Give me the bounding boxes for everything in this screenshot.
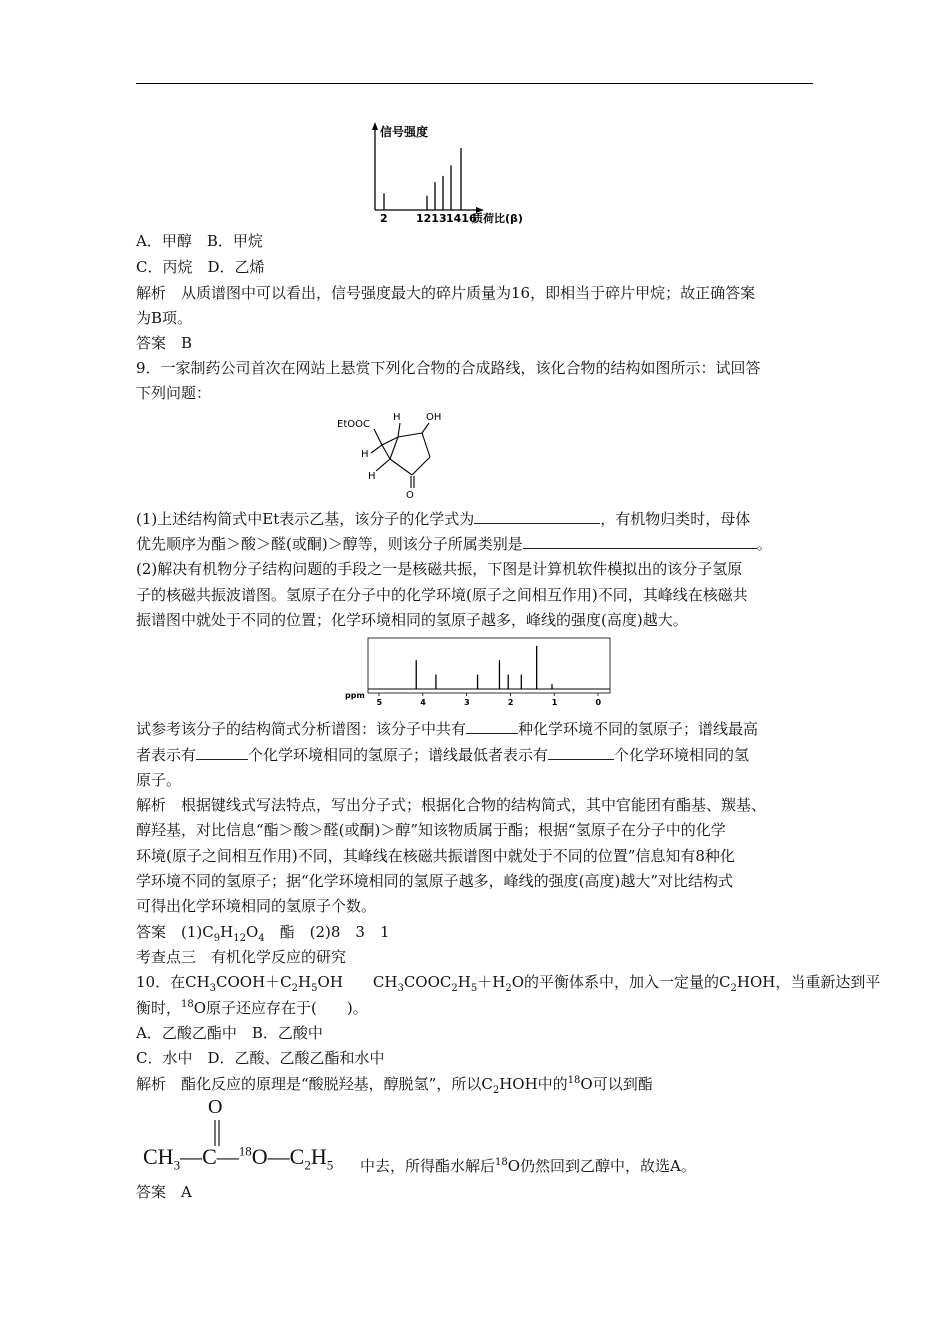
nmr-tick-label-2: 2 [507,698,514,707]
q10-a5: O仍然回到乙醇中，故选A。 [507,1157,696,1175]
q10-t10: 衡时， [136,999,182,1017]
category-blank[interactable] [523,532,757,549]
q9-answer-prefix: 答案 (1)C [136,923,214,941]
q8-analysis-2: 为B项。 [136,309,193,327]
lowest-peak-blank[interactable] [548,743,614,760]
header-rule [136,83,813,84]
ms-tick-1213: 1213 [416,212,447,225]
nmr-tick-label-1: 1 [551,698,558,707]
formula-bond-3: — [267,1144,290,1169]
q8-answer: 答案 B [136,334,193,352]
formula-main-chain [143,1143,334,1173]
section3-title: 考查点三 有机化学反应的研究 [136,948,347,966]
q10-s6: 5 [470,983,478,994]
q10-s8: 2 [730,983,737,994]
q9-analysis-3: 环境(原子之间相互作用)不同，其峰线在核磁共振谱图中就处于不同的位置”信息知有8种化 [136,847,735,865]
formula-blank[interactable] [474,507,600,524]
q10-s7: 2 [505,983,512,994]
nmr-tick-label-4: 4 [420,698,426,707]
q8-options-2: C．丙烷 D．乙烯 [136,258,265,276]
formula-ch3-sub: 3 [173,1157,181,1173]
structure-oh: OH [426,412,442,423]
formula-h5-sub: 5 [326,1157,334,1173]
q9-analysis-2: 醇羟基，对比信息“酯＞酸＞醛(或酮)＞醇”知该物质属于酯；根据“氢原子在分子中的化学 [136,821,726,839]
q9-analysis-5: 可得出化学环境相同的氢原子个数。 [136,897,377,915]
sub-9: 9 [213,933,221,944]
q10-stem-2 [136,996,816,1020]
q9-p1-line2 [136,532,816,556]
q10-t6: H [457,973,471,991]
structure-h-left1: H [361,449,369,460]
ms-y-label: 信号强度 [380,125,429,139]
q10-options-2: C．水中 D．乙酸、乙酸乙酯和水中 [136,1049,385,1067]
q8-options-1: A．甲醇 B．甲烷 [136,232,263,250]
nmr-peaks [416,646,552,689]
q9-answer [136,920,816,944]
q10-a3: O可以到酯 [580,1075,653,1093]
ms-tick-2: 2 [380,212,388,225]
q9-p1-line1 [136,507,816,531]
structure-etooc: EtOOC [337,419,370,430]
q10-s4: 3 [397,983,404,994]
nmr-tick-label-5: 5 [376,698,383,707]
ester-structural-formula [143,1096,373,1176]
q9-analysis-1: 解析 根据键线式写法特点，写出分子式；根据化合物的结构简式，其中官能团有酯基、羰基、 [136,796,767,814]
formula-isotope: 18 [238,1143,252,1159]
q10-t4: OH CH [317,973,398,991]
q10-asub: 2 [492,1085,500,1096]
formula-c2: C [289,1144,305,1169]
formula-h5: H [310,1144,327,1169]
q10-asup: 18 [567,1075,581,1086]
q10-a4: 中去，所得酯水解后 [360,1157,496,1175]
ms-bars [384,148,461,210]
q10-s3: 5 [311,983,318,994]
mass-spectrum-chart [360,118,550,226]
structure-o-bottom: O [406,490,414,500]
q10-options-1: A．乙酸乙酯中 B．乙酸中 [136,1024,323,1042]
formula-bond-1: — [180,1144,203,1169]
q10-analysis-1 [136,1072,816,1096]
h-env-count-blank[interactable] [466,717,518,734]
nmr-tick-labels [377,698,602,707]
q9-p2-line1: (2)解决有机物分子结构问题的手段之一是核磁共振，下图是计算机软件模拟出的该分子氢原 [136,560,743,578]
q9-p2-line2: 子的核磁共振波谱图。氢原子在分子中的化学环境(原子之间相互作用)不同，其峰线在核磁共 [136,586,748,604]
q10-s5: 2 [451,983,458,994]
q9-p3-line1 [136,717,816,741]
q9-p1-text-a: (1)上述结构简式中Et表示乙基，该分子的化学式为 [136,510,475,528]
q9-analysis-4: 学环境不同的氢原子；据“化学环境相同的氢原子越多，峰线的强度(高度)越大”对比结构式 [136,872,734,890]
ms-y-arrow [372,122,378,130]
q10-t2: COOH＋C [216,973,292,991]
q9-p3-text-b: 种化学环境不同的氢原子；谱线最高 [518,720,759,738]
q10-a1: 解析 酯化反应的原理是“酸脱羟基，醇脱氢”，所以C [136,1075,493,1093]
nmr-tick-label-0: 0 [595,698,602,707]
q10-a2: HOH中的 [499,1075,568,1093]
structure-bonds [371,423,430,488]
structure-h-top: H [393,412,401,423]
nmr-ppm-label: ppm [345,691,365,700]
q10-t1: 10．在CH [136,973,210,991]
q9-answer-rest: 酯 (2)8 3 1 [264,923,390,941]
formula-bond-2: — [216,1144,239,1169]
nmr-ticks [379,693,598,696]
q10-t3: H [298,973,312,991]
nmr-tick-label-3: 3 [464,698,470,707]
q9-p3-text-a: 试参考该分子的结构简式分析谱图：该分子中共有 [136,720,467,738]
sub-4: 4 [258,933,265,944]
formula-ch: CH [143,1144,174,1169]
q10-stem-1 [136,970,881,994]
nmr-spectrum-chart [342,636,612,708]
q9-p1-text-b: ，有机物归类时，母体 [600,510,751,528]
q9-answer-o: O [245,923,259,941]
q10-sup1: 18 [181,999,194,1010]
q10-analysis-2 [360,1154,820,1178]
q9-answer-h: H [220,923,234,941]
q9-structure-diagram [334,405,464,500]
q10-t11: O原子还应存在于( )。 [193,999,368,1017]
q10-t7: ＋H [477,973,506,991]
formula-c2-sub: 2 [304,1157,311,1173]
q8-analysis-1: 解析 从质谱图中可以看出，信号强度最大的碎片质量为16，即相当于碎片甲烷；故正确答案 [136,284,756,302]
highest-peak-blank[interactable] [196,743,248,760]
q9-p3-text-c: 者表示有 [136,746,197,764]
q10-s2: 2 [291,983,299,994]
ms-tick-1416: 1416 [446,212,477,225]
q10-answer: 答案 A [136,1183,192,1201]
q9-p3-text-d: 个化学环境相同的氢原子；谱线最低者表示有 [248,746,549,764]
formula-o-top: O [208,1096,223,1118]
q10-t8: O的平衡体系中，加入一定量的C [511,973,731,991]
q10-asup2: 18 [495,1157,508,1168]
ms-x-label: 质荷比(β) [472,212,523,225]
q9-p3-line2 [136,743,816,767]
q9-p3-text-e: 个化学环境相同的氢 [614,746,750,764]
nmr-frame [368,638,610,693]
q9-p3-line3: 原子。 [136,771,182,789]
q9-p2-line3: 振谱图中就处于不同的位置；化学环境相同的氢原子越多，峰线的强度(高度)越大。 [136,611,688,629]
q10-t5: COOC [403,973,452,991]
q10-s1: 3 [209,983,217,994]
q10-t9: HOH，当重新达到平 [736,973,881,991]
structure-h-left2: H [368,471,376,482]
q9-p1-text-c: 优先顺序为酯＞酸＞醛(或酮)＞醇等，则该分子所属类别是 [136,535,523,553]
q9-stem-2: 下列问题： [136,384,212,402]
q9-stem-1: 9．一家制药公司首次在网站上悬赏下列化合物的合成路线，该化合物的结构如图所示：试回答 [136,359,761,377]
q9-p1-text-d: 。 [756,535,772,553]
formula-carbonyl-c: C [202,1144,217,1169]
sub-12: 12 [233,933,246,944]
formula-ester-o: O [251,1144,268,1169]
